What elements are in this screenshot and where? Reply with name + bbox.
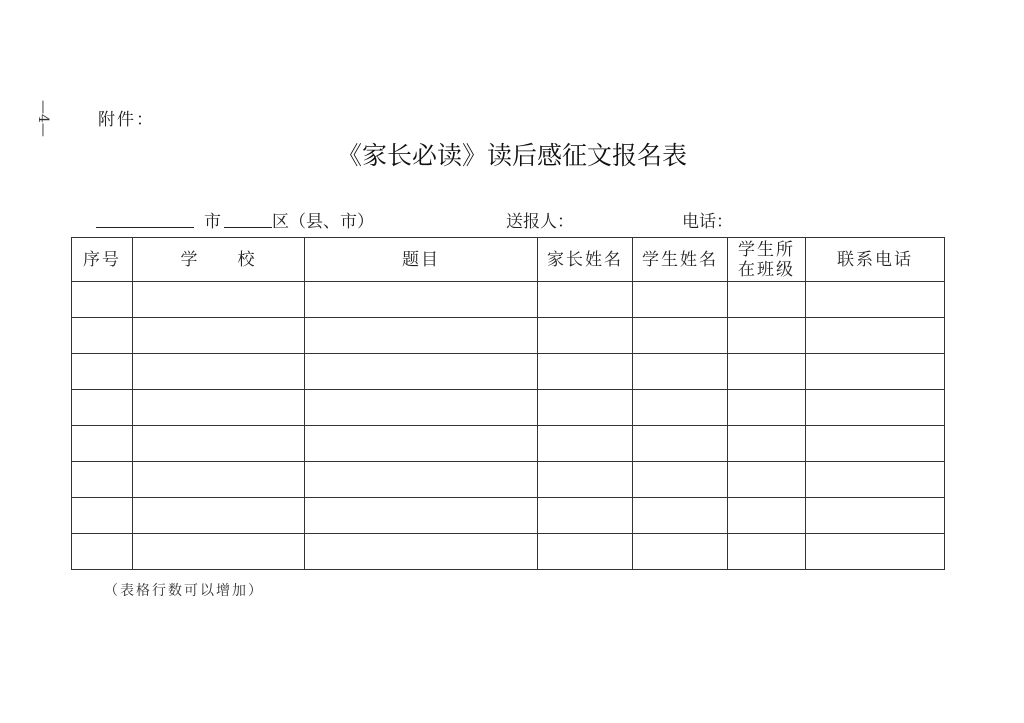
table-header-row xyxy=(72,238,945,282)
city-label: 市 xyxy=(204,212,221,232)
registration-table xyxy=(71,237,945,570)
table-cell[interactable] xyxy=(305,534,538,570)
table-row xyxy=(72,282,945,318)
table-cell[interactable] xyxy=(305,498,538,534)
table-cell[interactable] xyxy=(72,318,133,354)
table-cell[interactable] xyxy=(806,390,945,426)
table-row xyxy=(72,318,945,354)
table-cell[interactable] xyxy=(806,354,945,390)
table-row xyxy=(72,354,945,390)
submitter-label: 送报人： xyxy=(506,212,574,232)
table-cell[interactable] xyxy=(806,498,945,534)
table-cell[interactable] xyxy=(728,390,806,426)
page-title: 《家长必读》读后感征文报名表 xyxy=(336,141,687,170)
table-cell[interactable] xyxy=(133,426,305,462)
table-cell[interactable] xyxy=(133,498,305,534)
table-note: （表格行数可以增加） xyxy=(104,583,264,599)
district-label: 区（县、市） xyxy=(272,212,374,232)
table-row xyxy=(72,426,945,462)
table-row xyxy=(72,498,945,534)
table-cell[interactable] xyxy=(72,390,133,426)
table-cell[interactable] xyxy=(728,534,806,570)
table-row xyxy=(72,462,945,498)
city-blank xyxy=(96,227,194,228)
table-cell[interactable] xyxy=(72,354,133,390)
header-index: 序号 xyxy=(72,238,133,282)
table-cell[interactable] xyxy=(133,390,305,426)
table-cell[interactable] xyxy=(728,426,806,462)
table-cell[interactable] xyxy=(633,318,728,354)
page-number-label: —4— xyxy=(35,100,51,137)
header-school: 学 校 xyxy=(133,238,305,282)
table-cell[interactable] xyxy=(72,462,133,498)
table-cell[interactable] xyxy=(633,426,728,462)
table-cell[interactable] xyxy=(538,534,633,570)
table-cell[interactable] xyxy=(538,426,633,462)
header-parent-name: 家长姓名 xyxy=(538,238,633,282)
header-topic: 题目 xyxy=(305,238,538,282)
table-row xyxy=(72,534,945,570)
table-cell[interactable] xyxy=(728,318,806,354)
table-cell[interactable] xyxy=(633,282,728,318)
table-cell[interactable] xyxy=(806,534,945,570)
table-cell[interactable] xyxy=(305,282,538,318)
table-cell[interactable] xyxy=(538,390,633,426)
table-cell[interactable] xyxy=(72,282,133,318)
table-cell[interactable] xyxy=(72,426,133,462)
info-row xyxy=(96,207,956,231)
table-row xyxy=(72,390,945,426)
table-cell[interactable] xyxy=(305,318,538,354)
table-cell[interactable] xyxy=(633,390,728,426)
table-cell[interactable] xyxy=(305,354,538,390)
table-cell[interactable] xyxy=(305,462,538,498)
table-cell[interactable] xyxy=(633,498,728,534)
district-blank xyxy=(224,227,272,228)
table-cell[interactable] xyxy=(538,498,633,534)
table-cell[interactable] xyxy=(728,498,806,534)
table-cell[interactable] xyxy=(538,318,633,354)
header-student-class: 学生所在班级 xyxy=(728,238,806,282)
table-cell[interactable] xyxy=(72,534,133,570)
table-cell[interactable] xyxy=(806,426,945,462)
table-cell[interactable] xyxy=(633,462,728,498)
table-cell[interactable] xyxy=(133,318,305,354)
header-phone: 联系电话 xyxy=(806,238,945,282)
table-cell[interactable] xyxy=(133,534,305,570)
attachment-label: 附件： xyxy=(98,110,155,130)
table-body xyxy=(72,282,945,570)
table-cell[interactable] xyxy=(633,354,728,390)
phone-label: 电话： xyxy=(682,212,733,232)
table-cell[interactable] xyxy=(806,462,945,498)
table-cell[interactable] xyxy=(538,462,633,498)
page-number xyxy=(34,100,51,137)
table-cell[interactable] xyxy=(728,282,806,318)
table-cell[interactable] xyxy=(728,462,806,498)
table-cell[interactable] xyxy=(728,354,806,390)
table-cell[interactable] xyxy=(538,282,633,318)
header-student-name: 学生姓名 xyxy=(633,238,728,282)
table-cell[interactable] xyxy=(133,462,305,498)
table-cell[interactable] xyxy=(133,354,305,390)
table-cell[interactable] xyxy=(72,498,133,534)
table-cell[interactable] xyxy=(806,318,945,354)
table-cell[interactable] xyxy=(133,282,305,318)
table-cell[interactable] xyxy=(806,282,945,318)
table-cell[interactable] xyxy=(538,354,633,390)
table-cell[interactable] xyxy=(305,426,538,462)
table-cell[interactable] xyxy=(305,390,538,426)
table-cell[interactable] xyxy=(633,534,728,570)
